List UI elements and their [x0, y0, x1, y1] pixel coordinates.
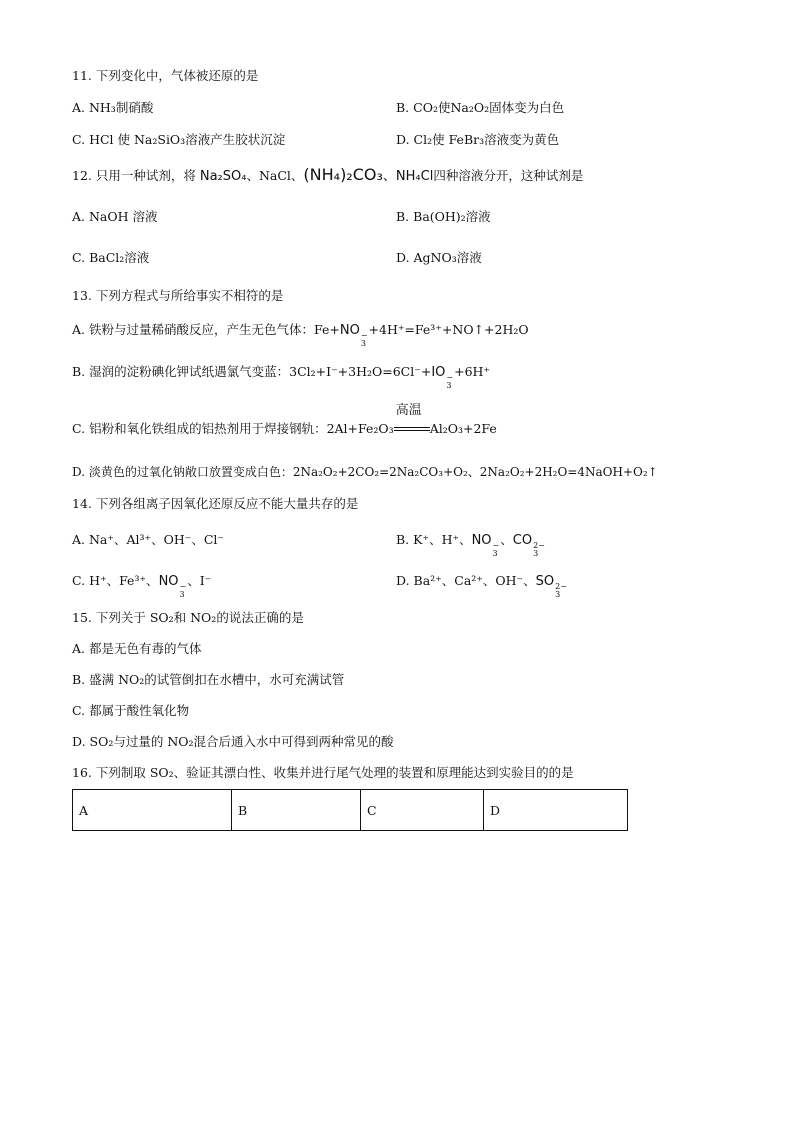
q11-stem: 11. 下列变化中，气体被还原的是 [72, 68, 259, 83]
q14-option-b [396, 532, 546, 558]
q12-stem [72, 167, 583, 185]
charge-minus: − [179, 582, 187, 591]
q15-option-c: C. 都属于酸性氧化物 [72, 703, 190, 718]
formula-nacl: 、NaCl、 [246, 168, 304, 183]
formula-nh4-2co3: (NH₄)₂CO₃ [303, 165, 383, 184]
q11-option-c: C. HCl 使 Na₂SiO₃溶液产生胶状沉淀 [72, 132, 286, 147]
condition-label: 高温 [395, 403, 422, 418]
q13-b-text: B. 湿润的淀粉碘化钾试纸遇氯气变蓝：3Cl₂+I⁻+3H₂O=6Cl⁻+ [72, 364, 432, 379]
subscript-3: 3 [492, 549, 498, 558]
q14-option-a: A. Na⁺、Al³⁺、OH⁻、Cl⁻ [72, 532, 225, 547]
ion-co3-script [533, 542, 545, 558]
q12-option-b: B. Ba(OH)₂溶液 [396, 209, 491, 224]
ion-io3-script [446, 374, 453, 390]
q15-option-a: A. 都是无色有毒的气体 [72, 641, 202, 656]
q15-option-b: B. 盛满 NO₂的试管倒扣在水槽中，水可充满试管 [72, 672, 345, 687]
charge-2minus: 2− [555, 582, 567, 591]
subscript-3: 3 [533, 549, 539, 558]
q15-stem: 15. 下列关于 SO₂和 NO₂的说法正确的是 [72, 610, 304, 625]
q15-option-d: D. SO₂与过量的 NO₂混合后通入水中可得到两种常见的酸 [72, 734, 394, 749]
q14-c-pre: C. H⁺、Fe³⁺、 [72, 573, 159, 588]
ion-no3-script [180, 583, 187, 599]
equals-bar [394, 427, 430, 431]
q11-option-b: B. CO₂使Na₂O₂固体变为白色 [396, 100, 565, 115]
q13-c-text: C. 铝粉和氧化铁组成的铝热剂用于焊接钢轨：2Al+Fe₂O₃ [72, 421, 394, 436]
formula-nh4cl: 、NH₄Cl [382, 169, 434, 184]
q14-b-pre: B. K⁺、H⁺、 [396, 532, 472, 547]
ion-co3: CO [512, 533, 533, 548]
q12-stem-post: 四种溶液分开，这种试剂是 [433, 168, 584, 183]
q11-option-a: A. NH₃制硝酸 [72, 100, 154, 115]
formula-na2so4: Na₂SO₄ [199, 169, 247, 184]
ion-io3: IO [431, 365, 446, 380]
ion-no3: NO [339, 323, 360, 338]
q14-option-c [72, 573, 211, 599]
q12-option-a: A. NaOH 溶液 [72, 209, 158, 224]
ion-so3-script [555, 583, 567, 599]
q12-option-d: D. AgNO₃溶液 [396, 250, 482, 265]
charge-minus: − [446, 373, 454, 382]
q14-option-d [396, 573, 568, 599]
q16-stem: 16. 下列制取 SO₂、验证其漂白性、收集并进行尾气处理的装置和原理能达到实验目的的是 [72, 765, 574, 780]
q13-c-tail: Al₂O₃+2Fe [429, 421, 497, 436]
table-cell-a: A [73, 790, 232, 831]
ion-no3-script [361, 332, 368, 348]
q13-option-c [72, 403, 497, 437]
reaction-condition-arrow [394, 403, 430, 436]
subscript-3: 3 [555, 590, 561, 599]
q14-d-pre: D. Ba²⁺、Ca²⁺、OH⁻、 [396, 573, 536, 588]
q14-stem: 14. 下列各组离子因氧化还原反应不能大量共存的是 [72, 496, 359, 511]
q13-option-a [72, 322, 529, 348]
subscript-3: 3 [446, 381, 452, 390]
q12-stem-pre: 12. 只用一种试剂，将 [72, 168, 196, 183]
table-row [73, 790, 628, 831]
table-cell-b: B [232, 790, 361, 831]
charge-minus: − [360, 331, 368, 340]
q13-option-b [72, 364, 490, 390]
separator: 、 [500, 532, 513, 547]
q13-a-text: A. 铁粉与过量稀硝酸反应，产生无色气体：Fe+ [72, 322, 340, 337]
charge-minus: − [492, 541, 500, 550]
charge-2minus: 2− [533, 541, 545, 550]
q13-stem: 13. 下列方程式与所给事实不相符的是 [72, 288, 284, 303]
q13-option-d: D. 淡黄色的过氧化钠敞口放置变成白色：2Na₂O₂+2CO₂=2Na₂CO₃+O₂、2Na₂O₂+2H₂O=4NaOH+O₂↑ [72, 465, 658, 479]
q14-c-post: 、I⁻ [187, 573, 212, 588]
table-cell-c: C [361, 790, 484, 831]
subscript-3: 3 [179, 590, 185, 599]
subscript-3: 3 [360, 339, 366, 348]
q12-option-c: C. BaCl₂溶液 [72, 250, 150, 265]
ion-so3: SO [535, 574, 555, 589]
ion-no3: NO [158, 574, 179, 589]
ion-no3-script [493, 542, 500, 558]
q11-option-d: D. Cl₂使 FeBr₃溶液变为黄色 [396, 132, 560, 147]
q16-options-table [72, 789, 628, 831]
q13-b-tail: +6H⁺ [454, 364, 491, 379]
q13-a-tail: +4H⁺=Fe³⁺+NO↑+2H₂O [368, 322, 529, 337]
ion-no3: NO [471, 533, 492, 548]
table-cell-d: D [484, 790, 628, 831]
